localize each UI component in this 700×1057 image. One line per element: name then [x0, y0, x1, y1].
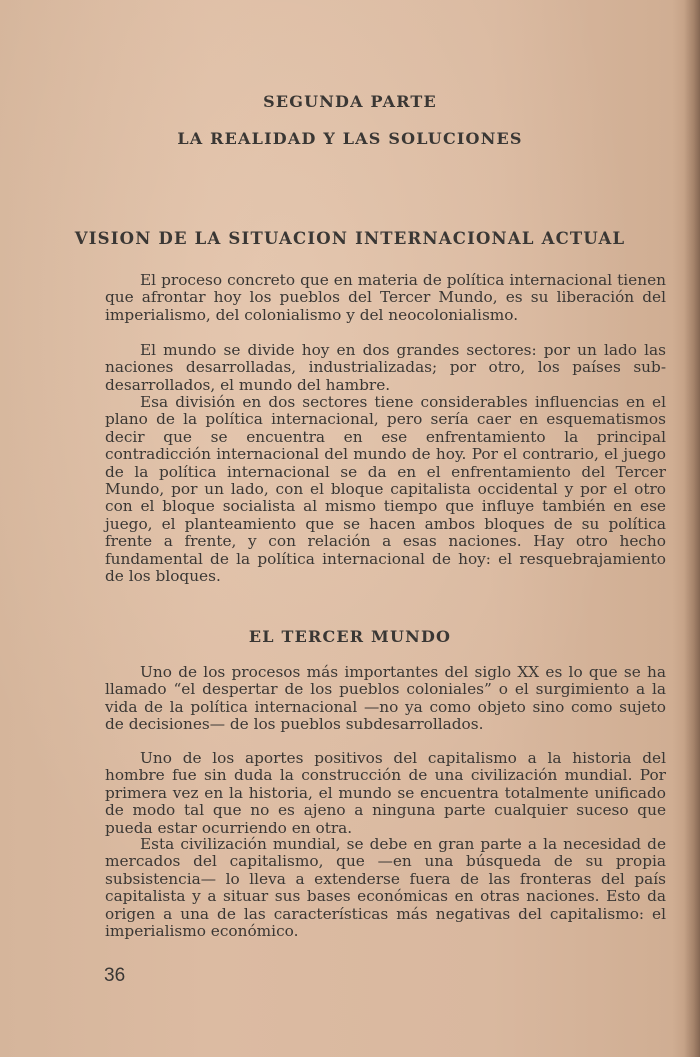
section-heading-vision: VISION DE LA SITUACION INTERNACIONAL ACTUAL — [74, 229, 626, 248]
paragraph: Uno de los aportes positivos del capitalismo a la historia del hombre fue sin duda la construcción de una civilización mundial. Por primera vez en la historia, el mundo se encuentra totalmente unificado de modo tal que no es ajeno a ninguna parte cualquier suceso que pueda estar ocurriendo en otra. — [105, 749, 666, 837]
section-heading-tercer-mundo: EL TERCER MUNDO — [248, 627, 452, 646]
page-edge — [684, 0, 700, 1057]
paragraph: Esa división en dos sectores tiene considerables influencias en el plano de la política internacional, pero sería caer en esquematismos decir que se encuentra en ese enfrentamiento la principal contradicción internacional del mundo de hoy. Por el contrario, el juego de la política internacional se da en el enfrentamiento del Tercer Mundo, por un lado, con el bloque capitalista occidental y por el otro con el bloque socialista al mismo tiempo que influye también en ese juego, el planteamiento que se hacen ambos bloques de su política frente a frente, y con relación a esas naciones. Hay otro hecho fundamental de la política internacional de hoy: el resquebrajamiento de los bloques. — [105, 393, 666, 586]
paragraph: Uno de los procesos más importantes del siglo XX es lo que se ha llamado “el despertar de los pueblos coloniales” o el surgimiento a la vida de la política internacional —no ya como objeto sino como sujeto de decisiones— de los pueblos subdesarrollados. — [105, 663, 666, 734]
paragraph: Esta civilización mundial, se debe en gran parte a la necesidad de mercados del capitalismo, que —en una búsqueda de su propia subsistencia— lo lleva a extenderse fuera de las fronteras del país capitalista y a situar sus bases económicas en otras naciones. Esto da origen a una de las características más negativas del capitalismo: el imperialismo económico. — [105, 835, 666, 941]
part-subtitle: LA REALIDAD Y LAS SOLUCIONES — [177, 129, 523, 148]
paragraph: El mundo se divide hoy en dos grandes sectores: por un lado las naciones desarrolladas, industrializadas; por otro, los países sub-desarrollados, el mundo del hambre. — [105, 341, 666, 394]
paragraph: El proceso concreto que en materia de política internacional tienen que afrontar hoy los pueblos del Tercer Mundo, es su liberación del imperialismo, del colonialismo y del neocolonialismo. — [105, 271, 666, 324]
part-title: SEGUNDA PARTE — [263, 92, 437, 111]
page-number: 36 — [104, 965, 126, 986]
